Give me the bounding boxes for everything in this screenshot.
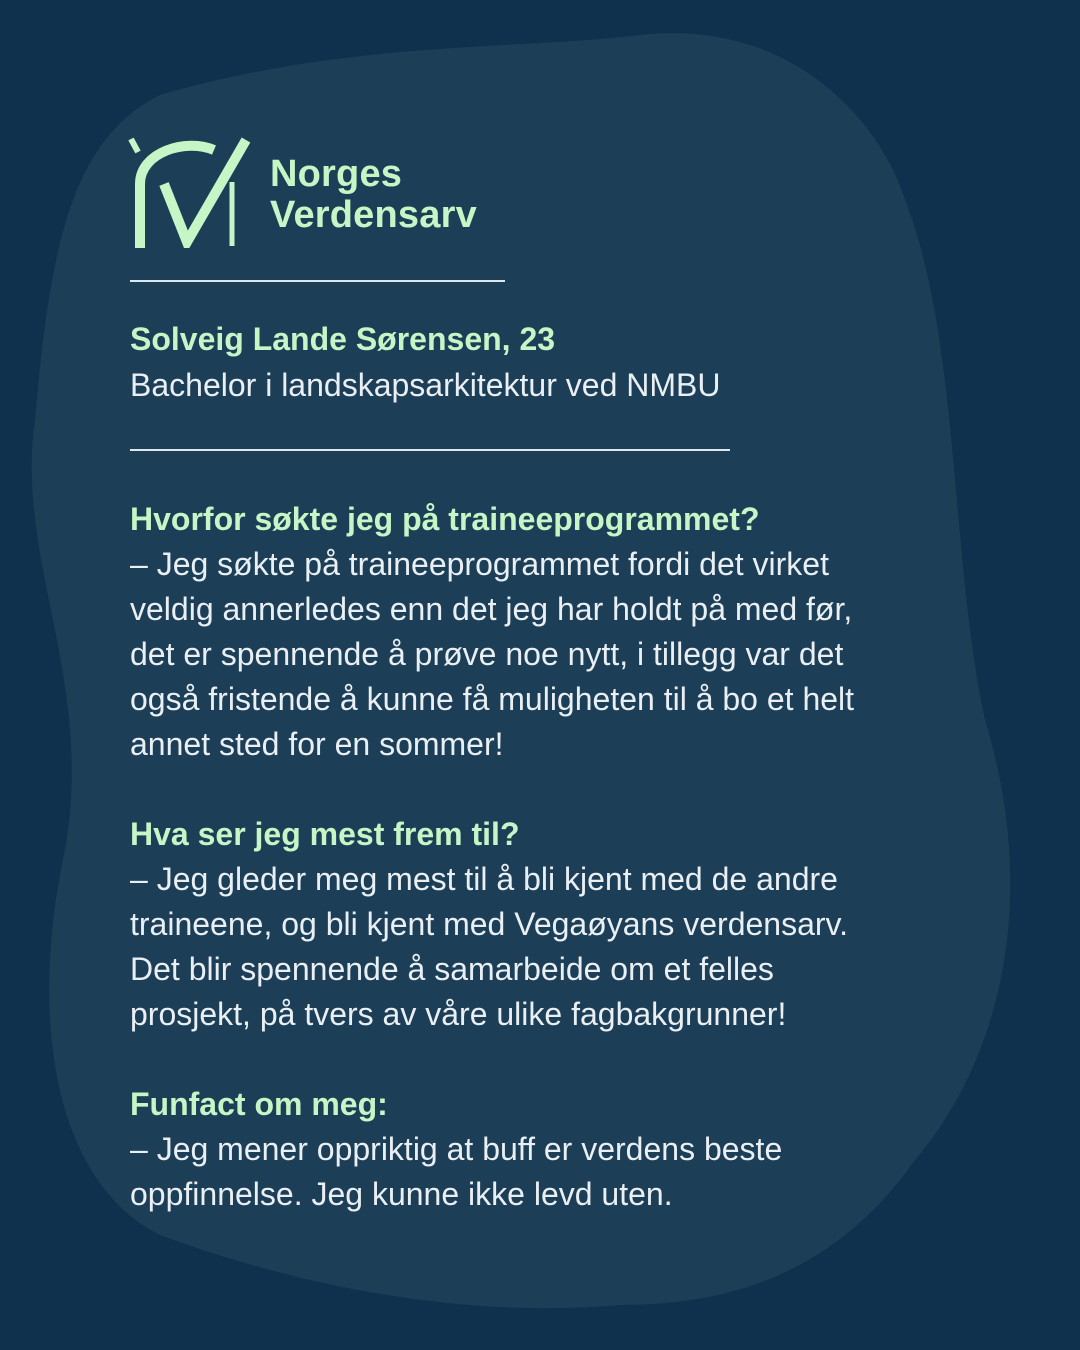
divider-middle	[130, 449, 730, 451]
qa-section-funfact	[130, 1082, 1010, 1217]
answer-line: også fristende å kunne få muligheten til å bo et helt	[130, 681, 855, 717]
answer-line: – Jeg gleder meg mest til å bli kjent med de andre	[130, 861, 838, 897]
question-heading: Hvorfor søkte jeg på traineeprogrammet?	[130, 501, 760, 537]
divider-top	[130, 280, 505, 282]
answer-line: annet sted for en sommer!	[130, 726, 504, 762]
answer-line: oppfinnelse. Jeg kunne ikke levd uten.	[130, 1176, 673, 1212]
answer-line: – Jeg mener oppriktig at buff er verdens beste	[130, 1131, 783, 1167]
answer-line: – Jeg søkte på traineeprogrammet fordi det virket	[130, 546, 829, 582]
answer-line: traineene, og bli kjent med Vegaøyans verdensarv.	[130, 906, 849, 942]
answer-line: prosjekt, på tvers av våre ulike fagbakgrunner!	[130, 996, 787, 1032]
norges-verdensarv-logo-icon	[128, 136, 252, 248]
qa-section-looking-forward	[130, 812, 1010, 1037]
brand-name-line-1: Norges	[270, 153, 403, 195]
question-heading: Hva ser jeg mest frem til?	[130, 816, 520, 852]
question-heading: Funfact om meg:	[130, 1086, 388, 1122]
brand-name-line-2: Verdensarv	[270, 194, 477, 236]
brand-name	[270, 154, 477, 236]
person-name: Solveig Lande Sørensen, 23	[130, 321, 556, 357]
person-info	[130, 316, 990, 408]
answer-line: det er spennende å prøve noe nytt, i tillegg var det	[130, 636, 844, 672]
answer-line: Det blir spennende å samarbeide om et felles	[130, 951, 774, 987]
qa-section-why-apply	[130, 497, 1010, 767]
person-title: Bachelor i landskapsarkitektur ved NMBU	[130, 367, 721, 403]
answer-line: veldig annerledes enn det jeg har holdt på med før,	[130, 591, 853, 627]
